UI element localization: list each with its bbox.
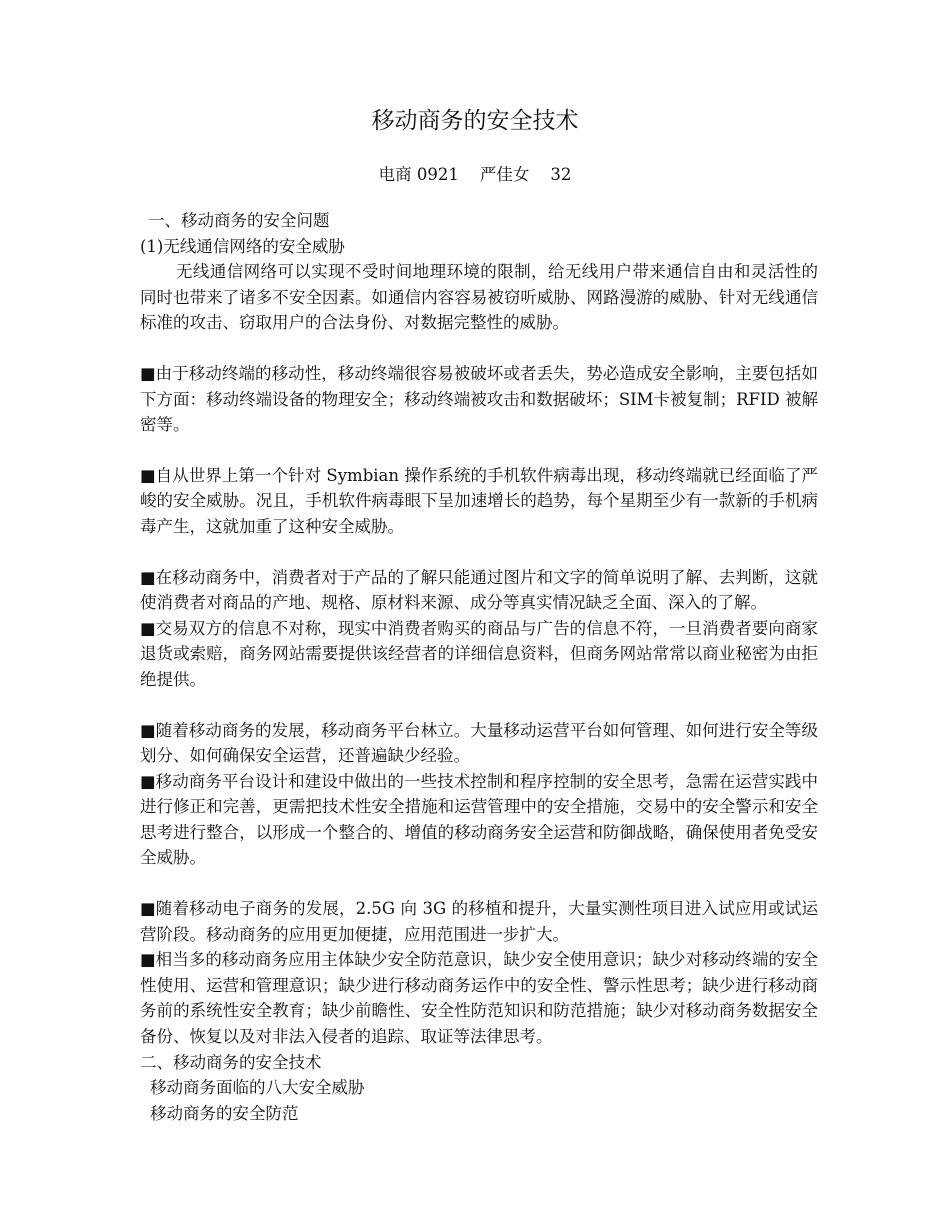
bullet-paragraph: ■在移动商务中，消费者对于产品的了解只能通过图片和文字的简单说明了解、去判断，这就使消费者对商品的产地、规格、原材料来源、成分等真实情况缺乏全面、深入的了解。 (140, 567, 818, 613)
bullet-paragraph: ■移动商务平台设计和建设中做出的一些技术控制和程序控制的安全思考，急需在运营实践中进行修正和完善，更需把技术性安全措施和运营管理中的安全措施，交易中的安全警示和安全思考进行整合，以形成一个整合的、增值的移动商务安全运营和防御战略，确保使用者免受安全威胁。 (140, 771, 818, 868)
section-item: 移动商务的安全防范 (150, 1103, 299, 1123)
section-heading: 一、移动商务的安全问题 (148, 211, 330, 230)
section-item: 移动商务面临的八大安全威胁 (150, 1078, 365, 1098)
subsection-heading: (1)无线通信网络的安全威胁 (140, 236, 345, 256)
bullet-paragraph: ■自从世界上第一个针对 Symbian 操作系统的手机软件病毒出现，移动终端就已经面临了严峻的安全威胁。况且，手机软件病毒眼下呈加速增长的趋势，每个星期至少有一款新的手机病毒产生，这就加重了这种安全威胁。 (140, 465, 818, 536)
bullet-paragraph: ■随着移动电子商务的发展，2.5G 向 3G 的移植和提升，大量实测性项目进入试应用或试运营阶段。移动商务的应用更加便捷，应用范围进一步扩大。 (140, 899, 818, 944)
paragraph: 无线通信网络可以实现不受时间地理环境的限制，给无线用户带来通信自由和灵活性的同时也带来了诸多不安全因素。如通信内容容易被窃听威胁、网路漫游的威胁、针对无线通信标准的攻击、窃取用户的合法身份、对数据完整性的威胁。 (140, 262, 818, 333)
bullet-paragraph: ■随着移动商务的发展，移动商务平台林立。大量移动运营平台如何管理、如何进行安全等级划分、如何确保安全运营，还普遍缺少经验。 (140, 720, 818, 766)
bullet-paragraph: ■由于移动终端的移动性，移动终端很容易被破坏或者丢失，势必造成安全影响，主要包括如下方面：移动终端设备的物理安全；移动终端被攻击和数据破坏；SIM卡被复制；RFID 被解密等。 (140, 363, 818, 435)
author-line: 电商 0921 严佳女 32 (378, 165, 572, 184)
bullet-paragraph: ■相当多的移动商务应用主体缺少安全防范意识，缺少安全使用意识；缺少对移动终端的安全性使用、运营和管理意识；缺少进行移动商务运作中的安全性、警示性思考；缺少进行移动商务前的系统性安全教育；缺少前瞻性、安全性防范知识和防范措施；缺少对移动商务数据安全备份、恢复以及对非法入侵者的追踪、取证等法律思考。 (140, 950, 818, 1047)
document-body (140, 208, 818, 1126)
section-heading: 二、移动商务的安全技术 (140, 1052, 322, 1072)
bullet-paragraph: ■交易双方的信息不对称，现实中消费者购买的商品与广告的信息不符，一旦消费者要向商家退货或索赔，商务网站需要提供该经营者的详细信息资料，但商务网站常常以商业秘密为由拒绝提供。 (140, 618, 818, 689)
document-title: 移动商务的安全技术 (371, 108, 579, 134)
